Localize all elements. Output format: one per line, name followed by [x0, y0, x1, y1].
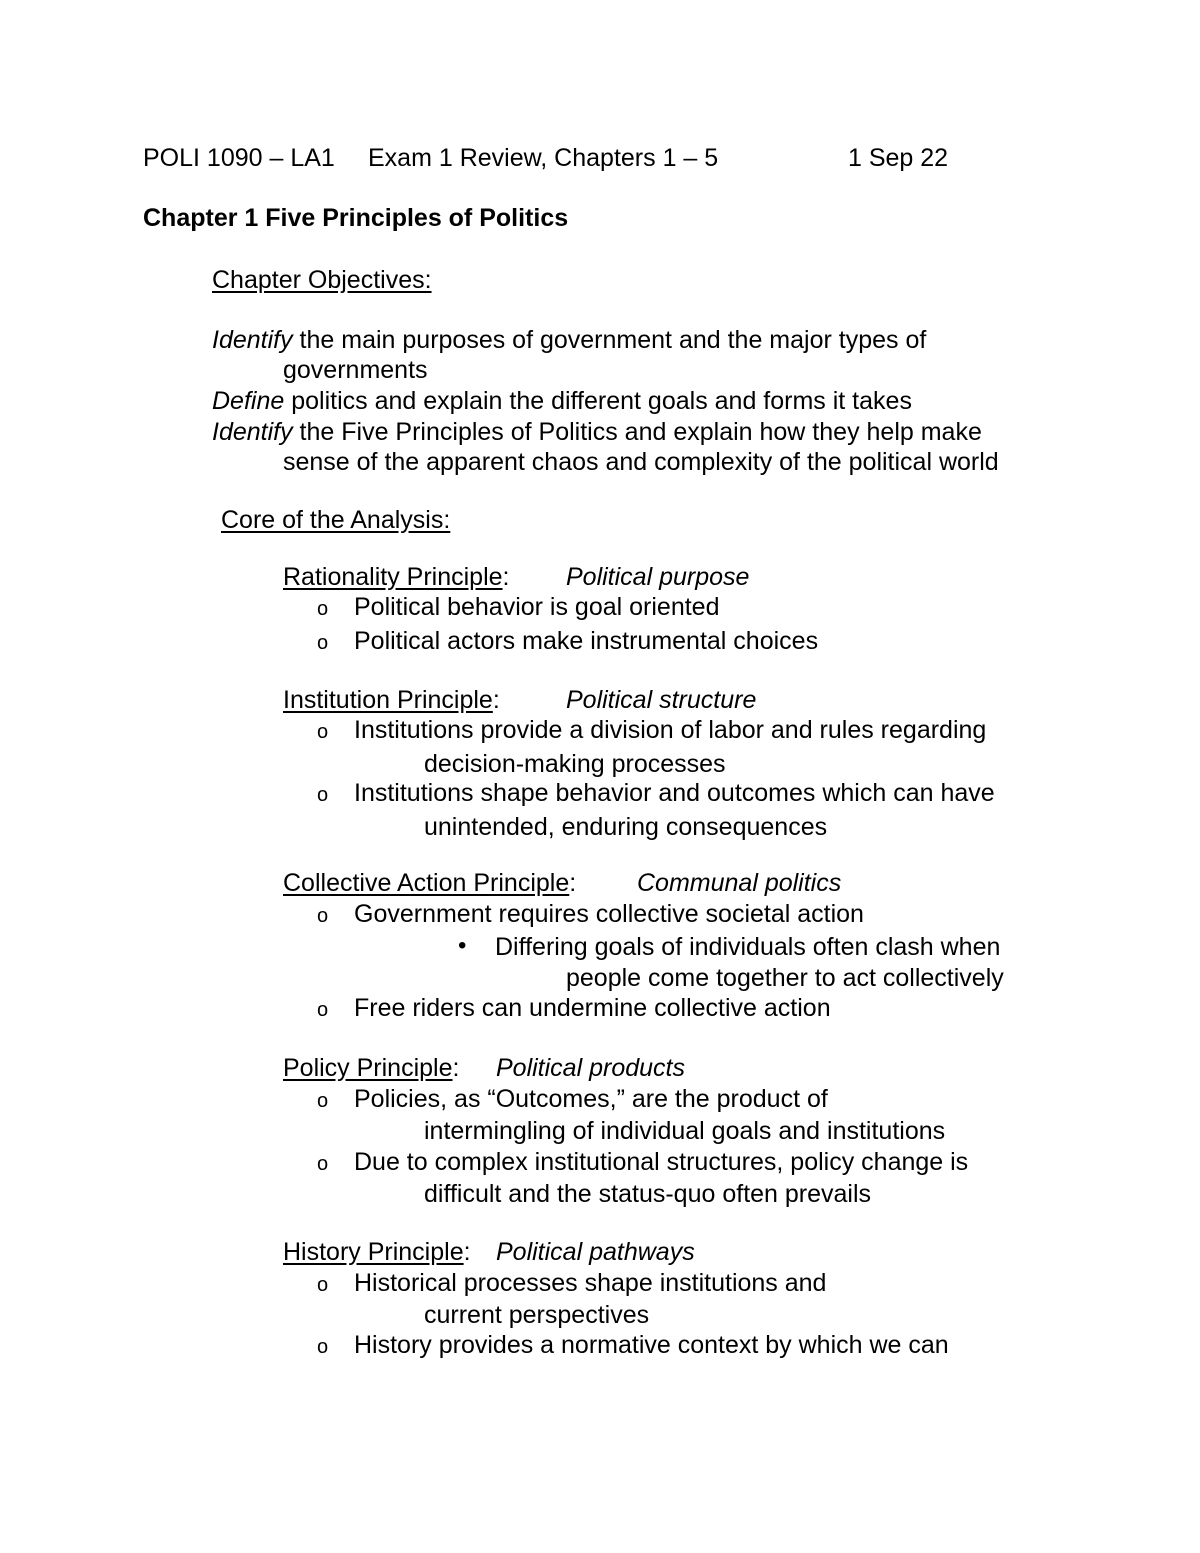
principle-name: History Principle [283, 1238, 464, 1266]
list-item: Political behavior is goal oriented [354, 593, 720, 621]
hollow-bullet-icon: o [317, 1153, 329, 1175]
objective-text: the main purposes of government and the major types of [292, 326, 927, 354]
solid-bullet-icon: • [458, 932, 467, 959]
principle-subtitle: Communal politics [637, 869, 842, 897]
principle-policy [283, 1053, 459, 1083]
list-item: Institutions shape behavior and outcomes which can have [354, 779, 995, 807]
principle-subtitle: Political pathways [496, 1238, 695, 1266]
hollow-bullet-icon: o [317, 999, 329, 1021]
hollow-bullet-icon: o [317, 598, 329, 620]
objective-3-continued: sense of the apparent chaos and complexity of the political world [283, 448, 999, 476]
list-item: Historical processes shape institutions and [354, 1269, 827, 1297]
principle-collective-action [283, 868, 576, 898]
objective-1 [212, 325, 926, 355]
objective-text: politics and explain the different goals and forms it takes [284, 387, 912, 415]
list-item: Free riders can undermine collective action [354, 994, 831, 1022]
objective-1-continued: governments [283, 356, 428, 384]
hollow-bullet-icon: o [317, 784, 329, 806]
principle-name: Collective Action Principle [283, 869, 570, 897]
list-item: History provides a normative context by which we can [354, 1331, 949, 1359]
principle-subtitle: Political purpose [566, 563, 750, 591]
list-item: Government requires collective societal action [354, 900, 864, 928]
objective-verb: Define [212, 387, 285, 415]
principle-colon: : [463, 1238, 471, 1266]
hollow-bullet-icon: o [317, 1336, 329, 1358]
principle-institution [283, 685, 500, 715]
principle-colon: : [452, 1054, 460, 1082]
principle-colon: : [502, 563, 510, 591]
document-date: 1 Sep 22 [848, 144, 949, 172]
principle-rationality [283, 562, 510, 592]
principle-subtitle: Political products [496, 1054, 685, 1082]
list-item: Institutions provide a division of labor and rules regarding [354, 716, 987, 744]
course-code: POLI 1090 – LA1 [143, 144, 335, 172]
list-item: Policies, as “Outcomes,” are the product of [354, 1085, 828, 1113]
list-item-continued: unintended, enduring consequences [424, 813, 828, 841]
principle-colon: : [492, 686, 500, 714]
objective-3 [212, 417, 982, 447]
list-item: Due to complex institutional structures, policy change is [354, 1148, 969, 1176]
hollow-bullet-icon: o [317, 632, 329, 654]
list-item: Political actors make instrumental choices [354, 627, 819, 655]
principle-name: Rationality Principle [283, 563, 503, 591]
objective-verb: Identify [212, 326, 293, 354]
list-item-continued: decision-making processes [424, 750, 726, 778]
principle-subtitle: Political structure [566, 686, 757, 714]
hollow-bullet-icon: o [317, 1090, 329, 1112]
objective-verb: Identify [212, 418, 293, 446]
hollow-bullet-icon: o [317, 1274, 329, 1296]
principle-name: Institution Principle [283, 686, 493, 714]
sub-list-item-continued: people come together to act collectively [566, 964, 1004, 992]
document-title: Exam 1 Review, Chapters 1 – 5 [368, 144, 719, 172]
objective-text: the Five Principles of Politics and explain how they help make [292, 418, 982, 446]
principle-history [283, 1237, 471, 1267]
hollow-bullet-icon: o [317, 905, 329, 927]
list-item-continued: current perspectives [424, 1301, 650, 1329]
hollow-bullet-icon: o [317, 721, 329, 743]
objective-2 [212, 386, 912, 416]
core-heading: Core of the Analysis: [221, 506, 451, 534]
list-item-continued: intermingling of individual goals and institutions [424, 1117, 946, 1145]
principle-name: Policy Principle [283, 1054, 453, 1082]
list-item-continued: difficult and the status-quo often prevails [424, 1180, 872, 1208]
chapter-heading: Chapter 1 Five Principles of Politics [143, 204, 569, 232]
objectives-heading: Chapter Objectives: [212, 266, 432, 294]
sub-list-item: Differing goals of individuals often clash when [495, 933, 1001, 961]
principle-colon: : [569, 869, 577, 897]
